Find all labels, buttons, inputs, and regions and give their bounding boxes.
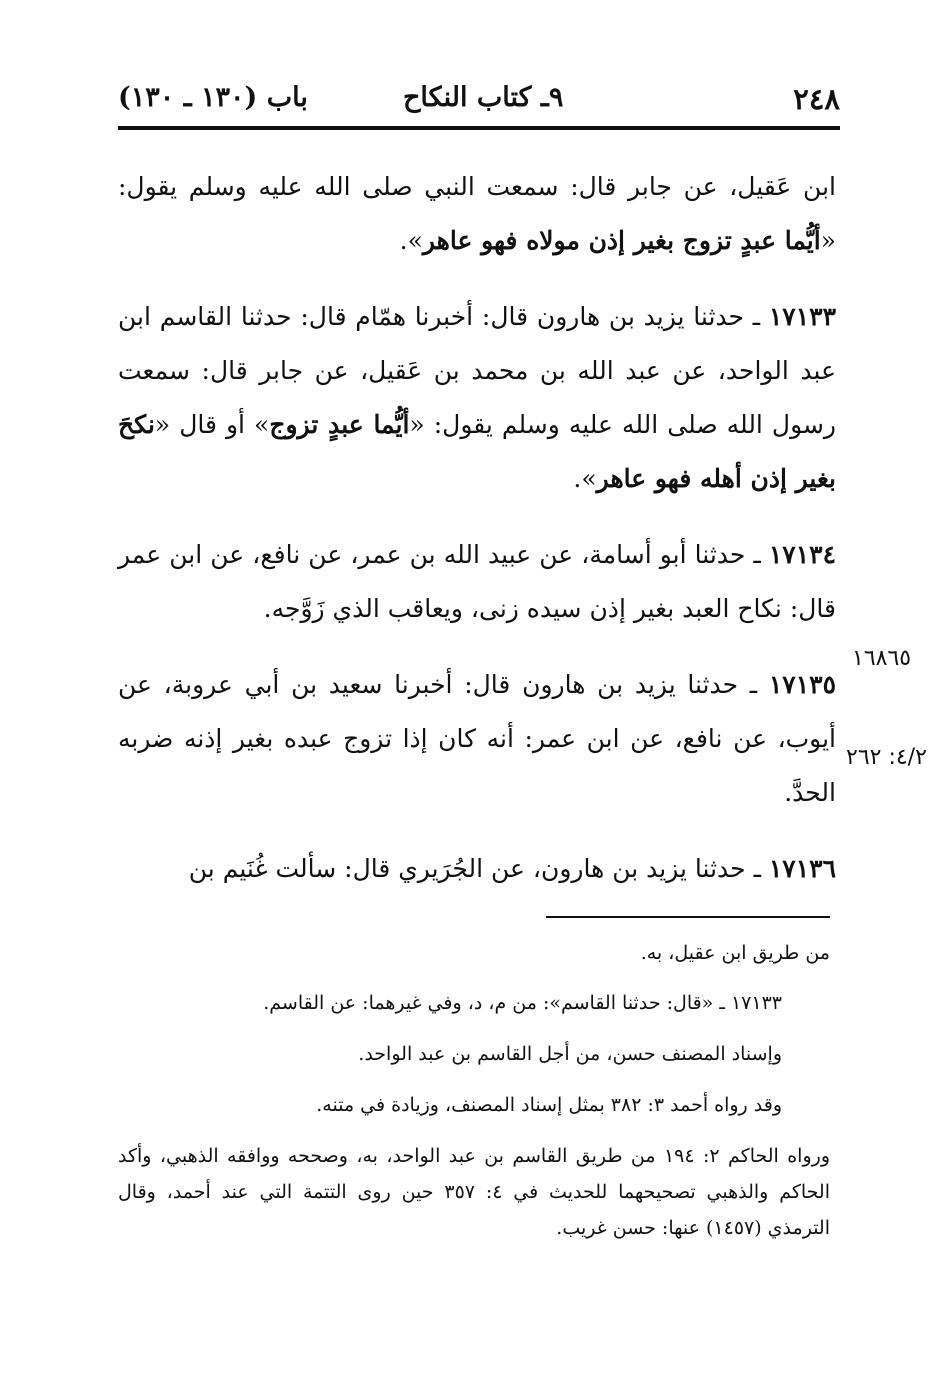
- footnote-ahmad: وقد رواه أحمد ٣: ٣٨٢ بمثل إسناد المصنف، وزيادة في متنه.: [316, 1094, 782, 1116]
- footnote-rule: [546, 916, 830, 918]
- hadith-number: ١٧١٣٥: [768, 670, 836, 699]
- footnote-continuation: من طريق ابن عقيل، به.: [640, 942, 830, 964]
- hadith-text: ـ حدثنا أبو أسامة، عن عبيد الله بن عمر، عن نافع، عن ابن عمر قال: نكاح العبد بغير إذن سيده زنى، ويعاقب الذي زَوَّجه.: [118, 540, 836, 623]
- hadith-number: ١٧١٣٣: [768, 302, 836, 331]
- hadith-text: ».: [573, 464, 597, 493]
- hadith-text: » أو قال «: [154, 410, 270, 439]
- hadith-matn: أيُّما عبدٍ تزوج بغير إذن مولاه فهو عاهر: [422, 226, 821, 255]
- margin-note-hadith-number: ١٦٨٦٥: [852, 646, 912, 671]
- hadith-number: ١٧١٣٤: [768, 540, 836, 569]
- hadith-paragraph: [118, 658, 836, 820]
- hadith-text: ـ حدثنا يزيد بن هارون قال: أخبرنا همّام قال: حدثنا القاسم ابن عبد الواحد، عن عبد الله بن محمد بن عَقيل، عن جابر قال: سمعت رسول الله صلى الله عليه وسلم يقول: «: [118, 302, 836, 439]
- hadith-paragraph: [118, 290, 836, 506]
- footnote-hakim: ورواه الحاكم ٢: ١٩٤ من طريق القاسم بن عبد الواحد، به، وصححه ووافقه الذهبي، وأكد الحاكم والذهبي تصحيحهما للحديث في ٤: ٣٥٧ حين روى التتمة التي عند أحمد، وقال الترمذي (١٤٥٧) عنها: حسن غريب.: [118, 1145, 831, 1239]
- hadith-matn: أيُّما عبدٍ تزوج: [269, 410, 410, 439]
- chapter-range: باب (١٣٠ ـ ١٣٠): [118, 82, 308, 113]
- hadith-paragraph: [118, 160, 836, 268]
- footnote-isnad: وإسناد المصنف حسن، من أجل القاسم بن عبد الواحد.: [358, 1043, 782, 1065]
- header-rule: [118, 126, 840, 130]
- hadith-text: ».: [399, 226, 423, 255]
- page-number: ٢٤٨: [793, 82, 840, 116]
- hadith-text: ابن عَقيل، عن جابر قال: سمعت النبي صلى الله عليه وسلم يقول: «: [118, 172, 836, 255]
- footnotes: [118, 935, 830, 1261]
- hadith-text: ـ حدثنا يزيد بن هارون قال: أخبرنا سعيد بن أبي عروبة، عن أيوب، عن نافع، عن ابن عمر: أنه كان إذا تزوج عبده بغير إذنه ضربه الحدَّ.: [118, 670, 836, 807]
- hadith-text: ـ حدثنا يزيد بن هارون، عن الجُرَيري قال: سألت غُنَيم بن: [188, 854, 769, 883]
- hadith-paragraph: [118, 528, 836, 636]
- hadith-number: ١٧١٣٦: [768, 854, 836, 883]
- page-header: [118, 82, 840, 122]
- hadith-paragraph: [118, 842, 836, 896]
- main-text: [118, 160, 836, 918]
- hadith-matn: نكحَ بغير إذن أهله فهو عاهر: [118, 410, 836, 493]
- book-title: ٩ـ كتاب النكاح: [403, 82, 564, 113]
- margin-note-reference: ٤/٢: ٢٦٢: [846, 745, 927, 770]
- footnote-17133: ١٧١٣٣ ـ «قال: حدثنا القاسم»: من م، د، وفي غيرهما: عن القاسم.: [263, 992, 782, 1014]
